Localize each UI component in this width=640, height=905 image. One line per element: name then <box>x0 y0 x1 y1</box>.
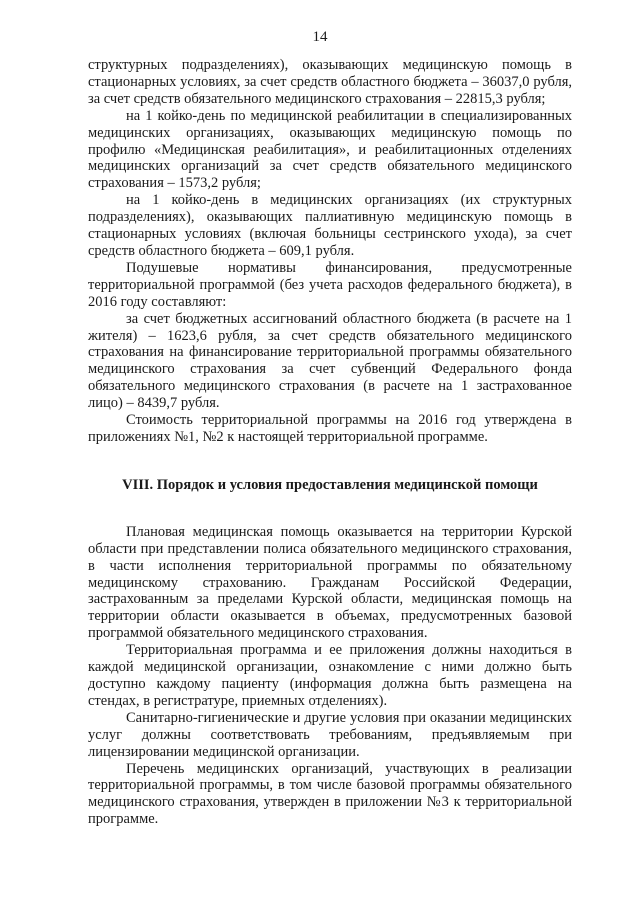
paragraph: Стоимость территориальной программы на 2016 год утверждена в приложениях №1, №2 к настоящей территориальной программе. <box>88 412 572 445</box>
paragraph: Плановая медицинская помощь оказывается на территории Курской области при представлении полиса обязательного медицинского страхования, в части исполнения территориальной программы по обязательному медицинскому страхованию. Гражданам Российской Федерации, застрахованным за пределами Курской области, медицинская помощь на территории области оказывается в объемах, предусмотренных базовой программой обязательного медицинского страхования. <box>88 523 572 642</box>
paragraph: структурных подразделениях), оказывающих медицинскую помощь в стационарных условиях, за счет средств областного бюджета – 36037,0 рубля, за счет средств обязательного медицинского страхования – 22815,3 рубля; <box>88 57 572 107</box>
paragraph: Перечень медицинских организаций, участвующих в реализации территориальной программы, в том числе базовой программы обязательного медицинского страхования, утвержден в приложении №3 к территориальной программе. <box>88 760 572 828</box>
paragraph: на 1 койко-день в медицинских организациях (их структурных подразделениях), оказывающих паллиативную медицинскую помощь в стационарных условиях (включая больницы сестринского ухода), за счет средств областного бюджета – 609,1 рубля. <box>88 192 572 259</box>
page-number: 14 <box>312 29 328 45</box>
section-heading: VIII. Порядок и условия предоставления медицинской помощи <box>122 476 538 493</box>
paragraph: Территориальная программа и ее приложения должны находиться в каждой медицинской организации, ознакомление с ними должно быть доступно каждому пациенту (информация должна быть размещена на стендах, в регистратуре, приемных отделениях). <box>88 642 572 709</box>
paragraph: Санитарно-гигиенические и другие условия при оказании медицинских услуг должны соответствовать требованиям, предъявляемым при лицензировании медицинской организации. <box>88 709 572 760</box>
document-body <box>88 57 572 828</box>
paragraph: Подушевые нормативы финансирования, предусмотренные территориальной программой (без учета расходов федерального бюджета), в 2016 году составляют: <box>88 259 572 310</box>
paragraph: на 1 койко-день по медицинской реабилитации в специализированных медицинских организациях, оказывающих медицинскую помощь по профилю «Медицинская реабилитация», и реабилитационных отделениях медицинских организаций за счет средств обязательного медицинского страхования – 1573,2 рубля; <box>88 107 572 192</box>
paragraph: за счет бюджетных ассигнований областного бюджета (в расчете на 1 жителя) – 1623,6 рубля, за счет средств обязательного медицинского страхования на финансирование территориальной программы обязательного медицинского страхования за счет субвенций Федерального фонда обязательного медицинского страхования (в расчете на 1 застрахованное лицо) – 8439,7 рубля. <box>88 310 572 412</box>
